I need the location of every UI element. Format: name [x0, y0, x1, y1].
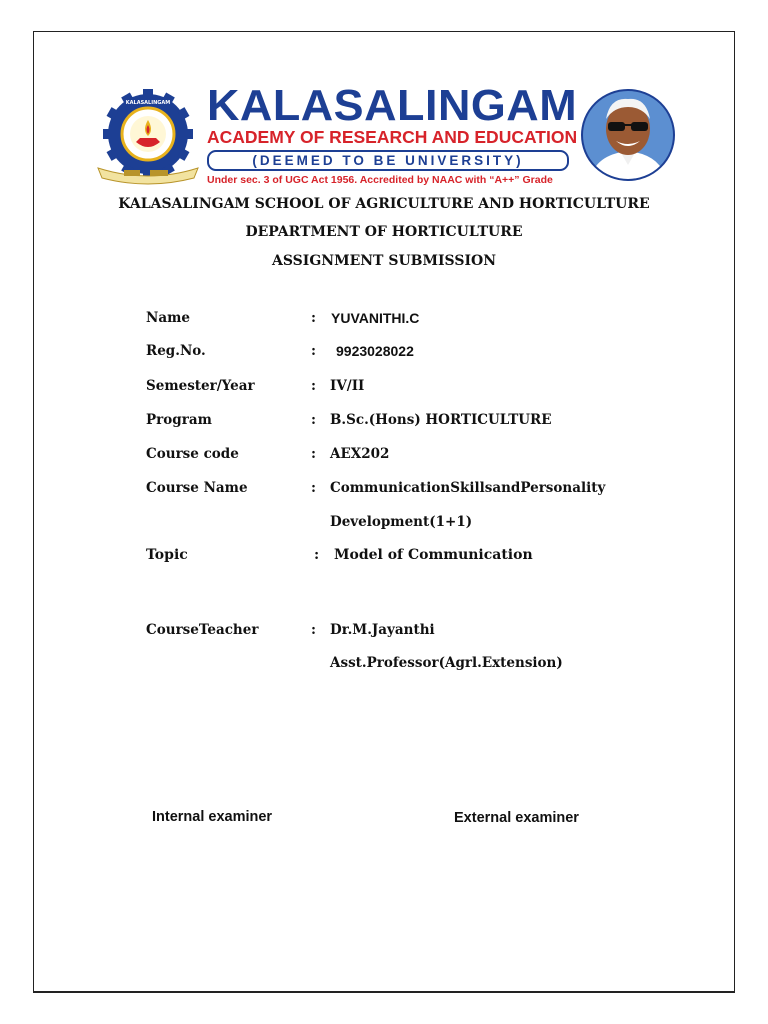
regno-value: 9923028022 — [336, 343, 414, 359]
name-colon: : — [311, 310, 316, 326]
semester-value: IV/II — [330, 378, 365, 394]
program-value: B.Sc.(Hons) HORTICULTURE — [330, 412, 552, 428]
internal-examiner-label: Internal examiner — [152, 809, 273, 825]
topic-label: Topic — [146, 547, 188, 563]
course-name-value: CommunicationSkillsandPersonality — [330, 480, 606, 496]
course-teacher-designation: Asst.Professor(Agrl.Extension) — [330, 655, 563, 671]
course-code-colon: : — [311, 446, 316, 462]
course-teacher-value: Dr.M.Jayanthi — [330, 622, 435, 638]
course-name-value-line2: Development(1+1) — [330, 514, 473, 530]
brand-accreditation: Under sec. 3 of UGC Act 1956. Accredited by NAAC with “A++” Grade — [207, 174, 553, 186]
department-heading: DEPARTMENT OF HORTICULTURE — [245, 224, 523, 240]
name-label: Name — [146, 310, 190, 326]
brand-subtitle: ACADEMY OF RESEARCH AND EDUCATION — [207, 127, 578, 147]
topic-value: Model of Communication — [334, 547, 533, 563]
course-name-label: Course Name — [146, 480, 248, 496]
school-heading: KALASALINGAM SCHOOL OF AGRICULTURE AND HORTICULTURE — [118, 196, 650, 212]
course-teacher-colon: : — [311, 622, 316, 638]
university-emblem-logo — [94, 88, 202, 188]
course-teacher-label: CourseTeacher — [146, 622, 259, 638]
semester-colon: : — [311, 378, 316, 394]
brand-deemed-university: (DEEMED TO BE UNIVERSITY) — [207, 150, 569, 171]
regno-label: Reg.No. — [146, 343, 206, 359]
name-value: YUVANITHI.C — [331, 310, 420, 326]
course-code-value: AEX202 — [330, 446, 390, 462]
brand-block — [207, 81, 578, 186]
brand-name: KALASALINGAM — [207, 81, 578, 130]
regno-colon: : — [311, 343, 316, 359]
svg-text:KALASALINGAM: KALASALINGAM — [125, 100, 171, 106]
assignment-title: ASSIGNMENT SUBMISSION — [272, 253, 496, 269]
founder-portrait-image — [580, 89, 676, 181]
external-examiner-label: External examiner — [454, 810, 579, 826]
topic-colon: : — [314, 547, 320, 563]
course-code-label: Course code — [146, 446, 239, 462]
program-colon: : — [311, 412, 316, 428]
semester-label: Semester/Year — [146, 378, 255, 394]
program-label: Program — [146, 412, 212, 428]
course-name-colon: : — [311, 480, 316, 496]
